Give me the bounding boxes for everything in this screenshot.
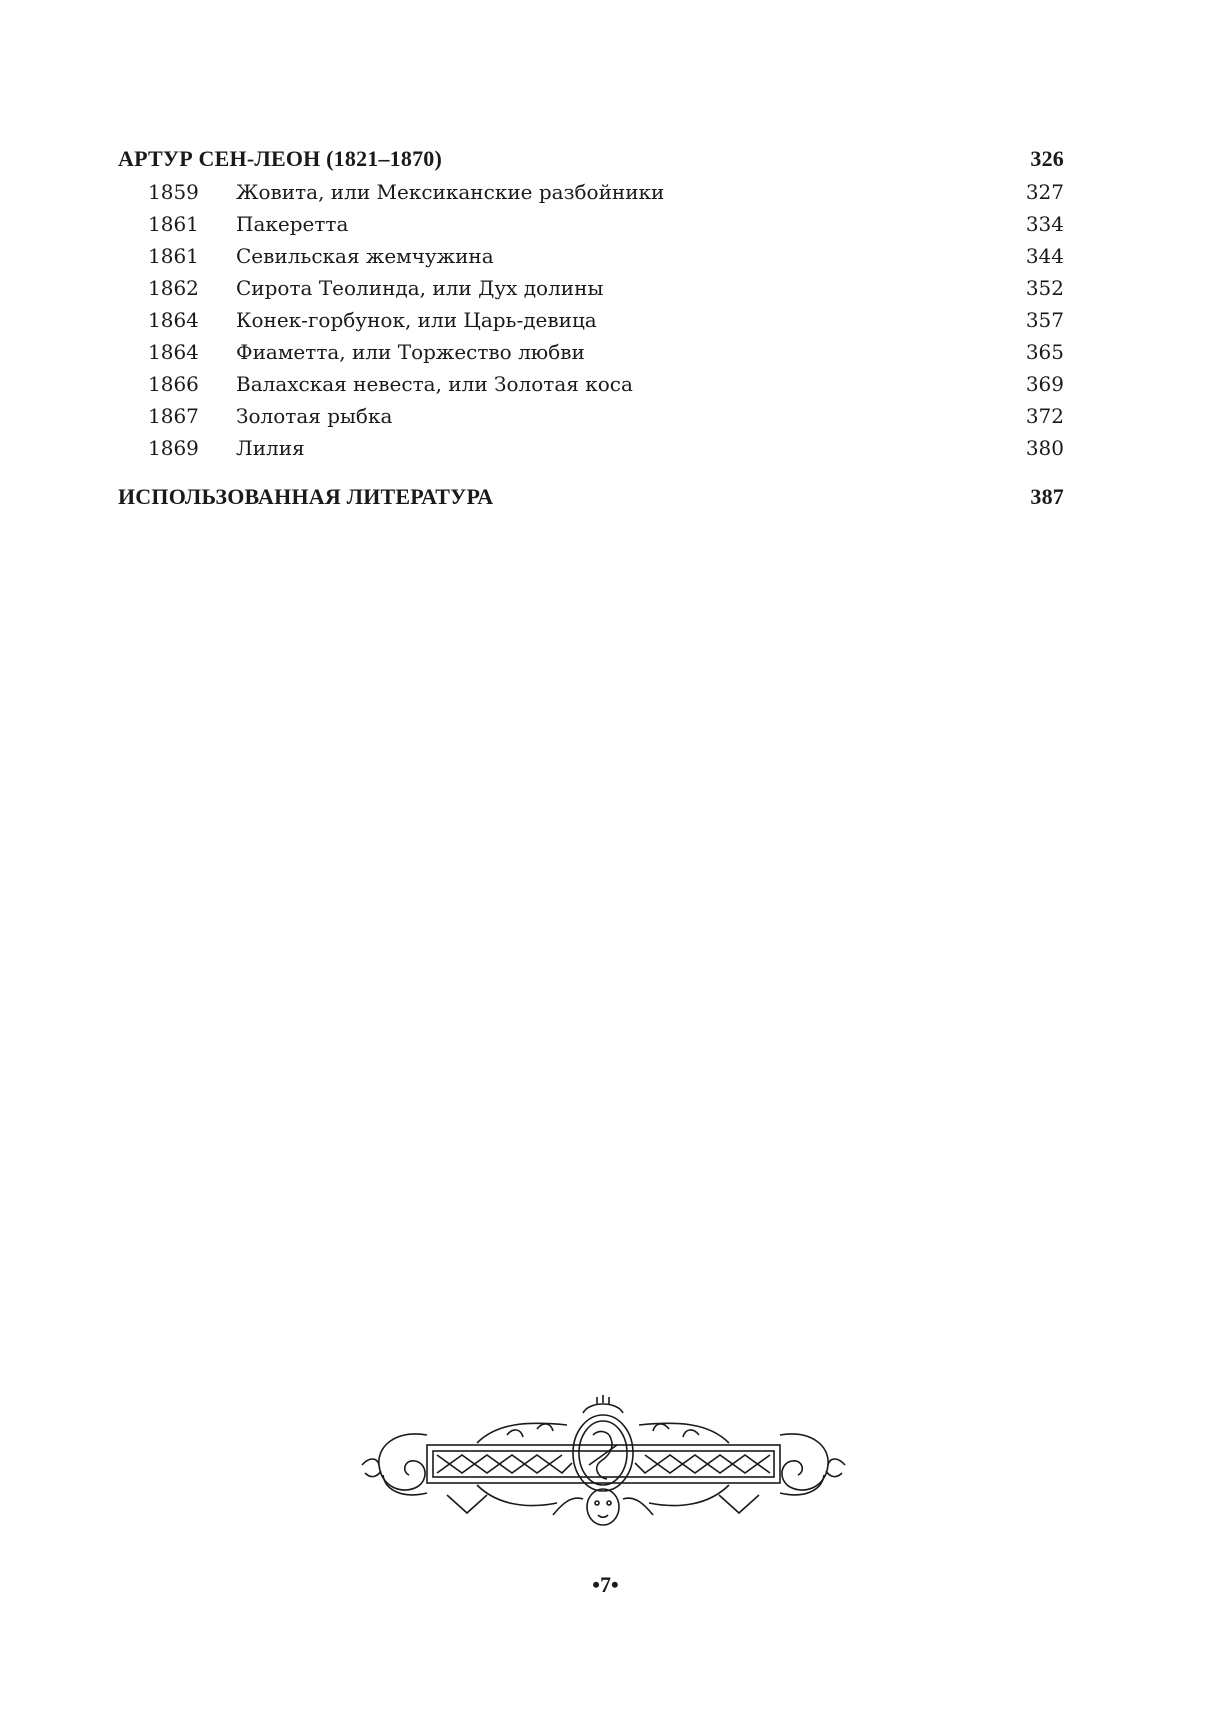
section-page-number: 387: [1030, 484, 1064, 509]
toc-section: [118, 142, 1064, 464]
toc-section: [118, 480, 1064, 514]
toc-entry[interactable]: [118, 400, 1064, 432]
section-entries: [118, 176, 1064, 464]
toc-entry[interactable]: [118, 176, 1064, 208]
page-number: •7•: [592, 1572, 619, 1597]
entry-page-number: 380: [1025, 436, 1064, 460]
entry-year: 1861: [148, 212, 199, 236]
toc-entry[interactable]: [118, 272, 1064, 304]
entry-year: 1859: [148, 180, 199, 204]
entry-page-number: 369: [1025, 372, 1064, 396]
toc-entry[interactable]: [118, 208, 1064, 240]
entry-title: Валахская невеста, или Золотая коса: [236, 372, 633, 396]
entry-year: 1861: [148, 244, 199, 268]
section-heading[interactable]: [118, 142, 1064, 176]
toc-entry[interactable]: [118, 432, 1064, 464]
toc-entry[interactable]: [118, 304, 1064, 336]
section-page-number: 326: [1030, 146, 1064, 171]
entry-title: Фиаметта, или Торжество любви: [236, 340, 585, 364]
section-heading[interactable]: [118, 480, 1064, 514]
section-title: АРТУР СЕН-ЛЕОН (1821–1870): [118, 146, 442, 171]
toc-entry[interactable]: [118, 368, 1064, 400]
entry-title: Золотая рыбка: [236, 404, 393, 428]
entry-year: 1867: [148, 404, 199, 428]
entry-page-number: 372: [1025, 404, 1064, 428]
entry-title: Лилия: [236, 436, 305, 460]
entry-page-number: 327: [1025, 180, 1064, 204]
entry-page-number: 352: [1025, 276, 1064, 300]
entry-year: 1869: [148, 436, 199, 460]
entry-page-number: 357: [1025, 308, 1064, 332]
entry-page-number: 365: [1025, 340, 1064, 364]
entry-title: Жовита, или Мексиканские разбойники: [236, 180, 665, 204]
entry-year: 1862: [148, 276, 199, 300]
entry-title: Пакеретта: [236, 212, 349, 236]
entry-title: Конек-горбунок, или Царь-девица: [236, 308, 597, 332]
entry-year: 1864: [148, 340, 199, 364]
entry-page-number: 334: [1025, 212, 1064, 236]
toc-entry[interactable]: [118, 336, 1064, 368]
entry-title: Севильская жемчужина: [236, 244, 494, 268]
entry-page-number: 344: [1025, 244, 1064, 268]
entry-year: 1864: [148, 308, 199, 332]
entry-year: 1866: [148, 372, 199, 396]
table-of-contents: [118, 142, 1064, 514]
toc-entry[interactable]: [118, 240, 1064, 272]
section-title: ИСПОЛЬЗОВАННАЯ ЛИТЕРАТУРА: [118, 484, 494, 509]
ornamental-cartouche-icon: [357, 1395, 850, 1535]
entry-title: Сирота Теолинда, или Дух долины: [236, 276, 604, 300]
